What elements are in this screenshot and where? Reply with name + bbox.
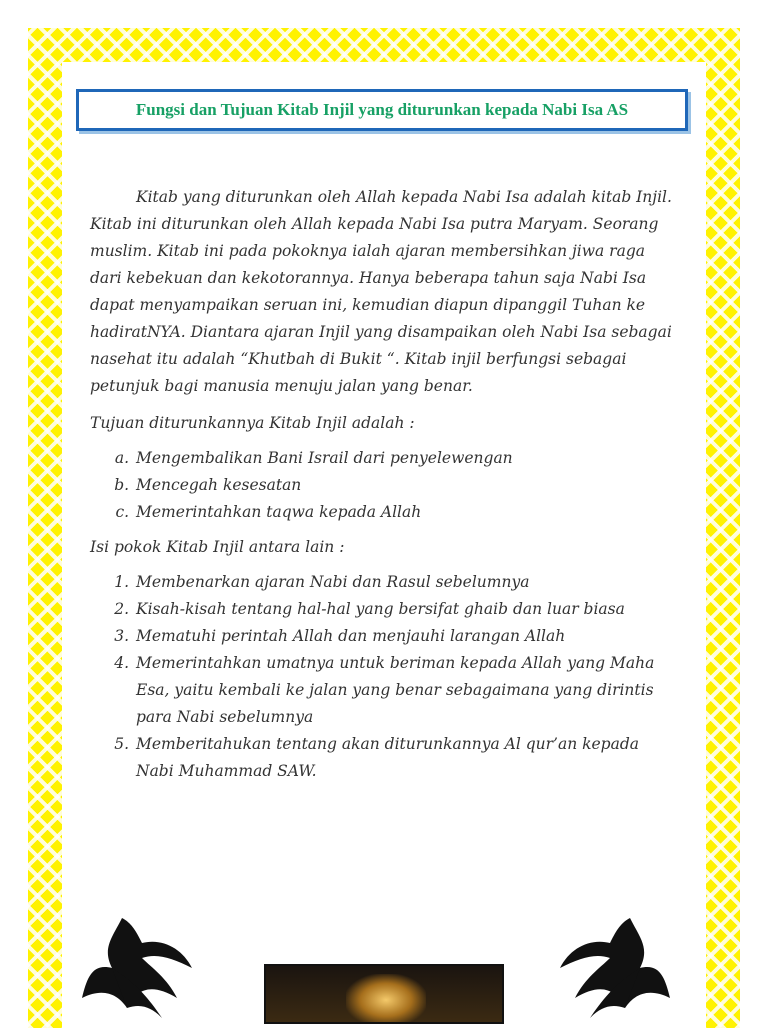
tribal-ornament-right-icon — [540, 908, 670, 1028]
tribal-ornament-left-icon — [82, 908, 212, 1028]
list-item: b. Mencegah kesesatan — [134, 472, 680, 499]
intro-text-2: . Kitab injil berfungsi sebagai petunjuk bagi manusia menuju jalan yang benar. — [90, 350, 627, 395]
isi-list — [90, 569, 680, 785]
quran-image — [264, 964, 504, 1024]
document-body — [90, 184, 680, 793]
tujuan-heading: Tujuan diturunkannya Kitab Injil adalah : — [90, 414, 415, 432]
list-item: 4. Memerintahkan umatnya untuk beriman kepada Allah yang Maha Esa, yaitu kembali ke jalan yang benar sebagaimana yang dirintis para Nabi sebelumnya — [134, 650, 680, 731]
list-item: 2. Kisah-kisah tentang hal-hal yang bersifat ghaib dan luar biasa — [134, 596, 680, 623]
isi-heading: Isi pokok Kitab Injil antara lain : — [90, 538, 345, 556]
intro-emphasis: Khutbah di Bukit “ — [248, 350, 395, 368]
page-title: Fungsi dan Tujuan Kitab Injil yang diturunkan kepada Nabi Isa AS — [135, 100, 629, 119]
list-item: 5. Memberitahukan tentang akan diturunkannya Al qur’an kepada Nabi Muhammad SAW. — [134, 731, 680, 785]
list-item: c. Memerintahkan taqwa kepada Allah — [134, 499, 680, 526]
list-item: a. Mengembalikan Bani Israil dari penyelewengan — [134, 445, 680, 472]
light-glow — [346, 974, 426, 1024]
intro-paragraph — [90, 184, 680, 400]
intro-text-1: Kitab yang diturunkan oleh Allah kepada Nabi Isa adalah kitab Injil. Kitab ini diturunkan oleh Allah kepada Nabi Isa putra Maryam. Seorang muslim. Kitab ini pada pokoknya ialah ajaran membersihkan jiwa raga dari kebekuan dan kekotorannya. Hanya beberapa tahun saja Nabi Isa dapat menyampaikan seruan ini, kemudian diapun dipanggil Tuhan ke hadiratNYA. Diantara ajaran Injil yang disampaikan oleh Nabi Isa sebagai nasehat itu adalah “ — [90, 188, 672, 368]
tujuan-list — [90, 445, 680, 526]
list-item: 1. Membenarkan ajaran Nabi dan Rasul sebelumnya — [134, 569, 680, 596]
list-item: 3. Mematuhi perintah Allah dan menjauhi larangan Allah — [134, 623, 680, 650]
title-box — [76, 89, 688, 131]
